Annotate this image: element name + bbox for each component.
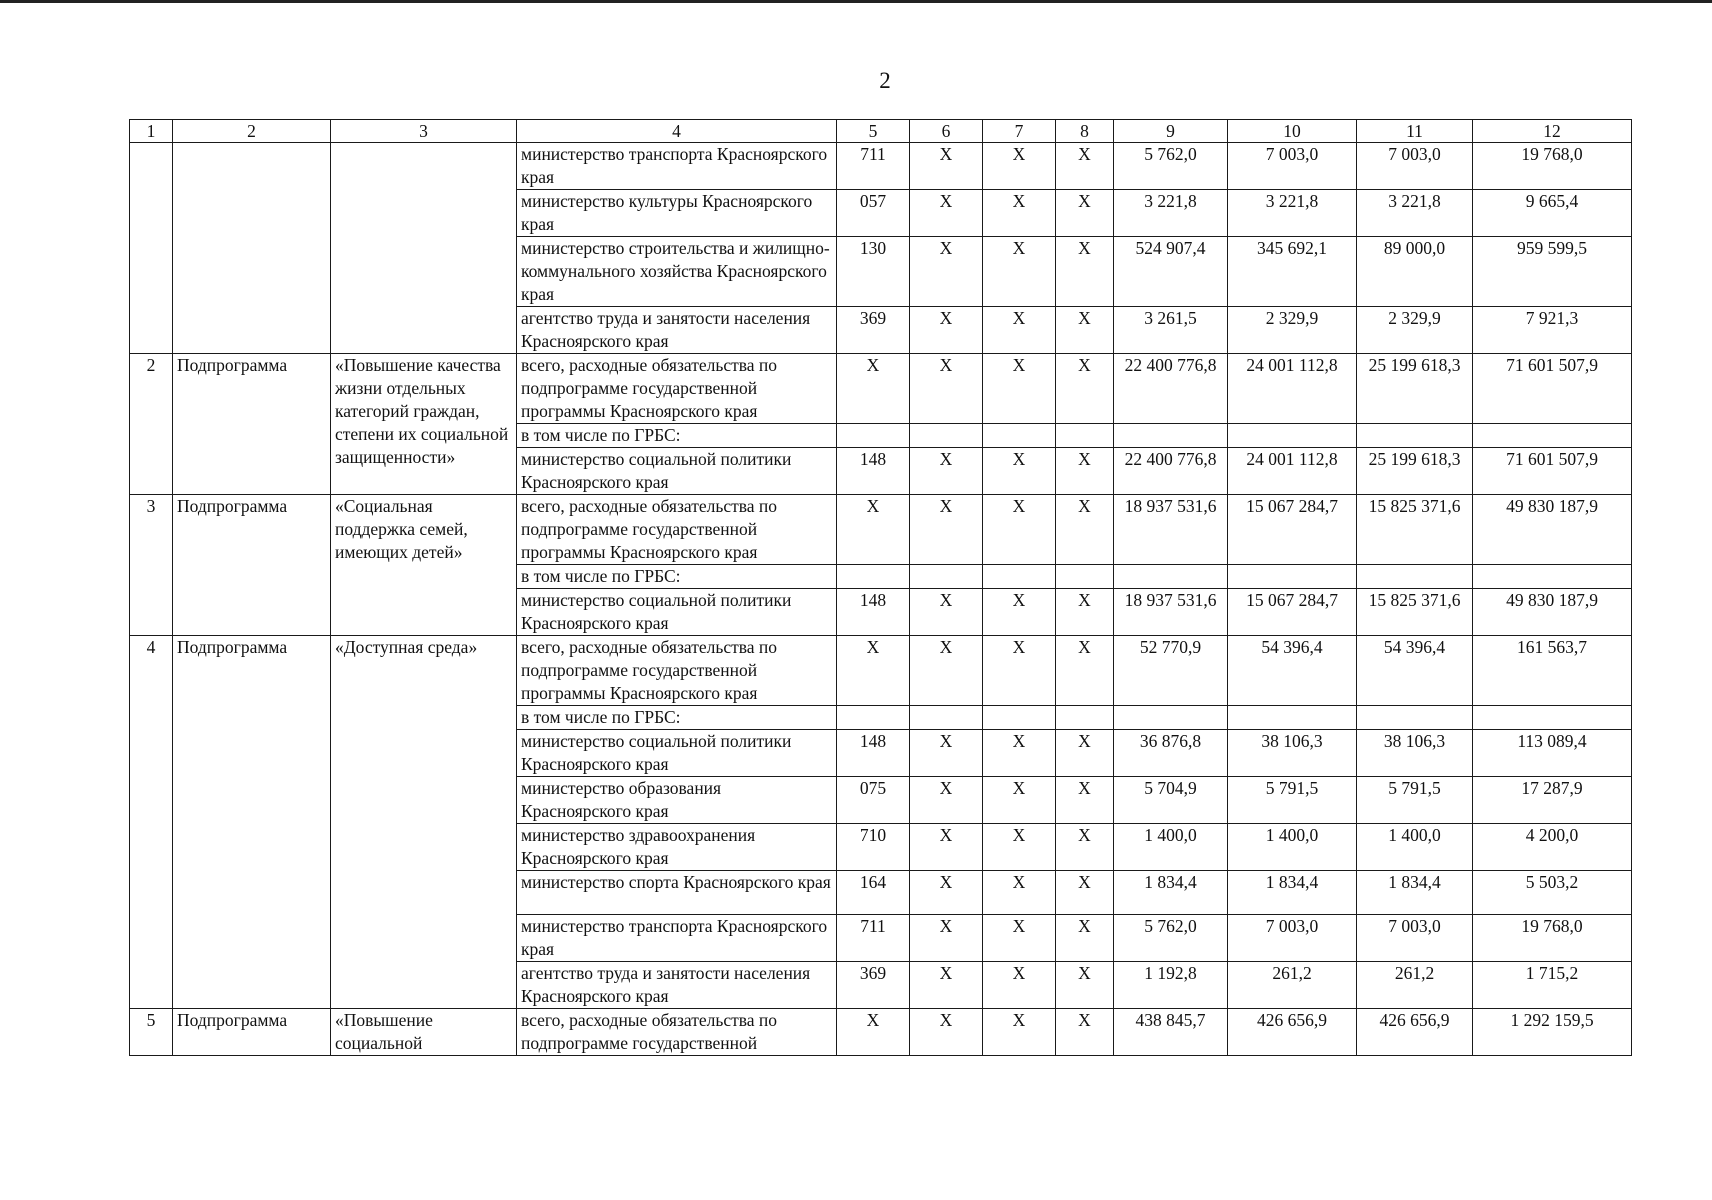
table-row	[130, 143, 1632, 190]
row-code: 148	[837, 448, 910, 495]
row-value-col9: 5 762,0	[1114, 915, 1228, 962]
row-value-col12: 9 665,4	[1473, 190, 1632, 237]
row-value-col9	[1114, 706, 1228, 730]
row-col6: X	[910, 190, 983, 237]
table-row	[130, 354, 1632, 424]
row-col8: X	[1056, 307, 1114, 354]
row-col6: X	[910, 495, 983, 565]
row-col7: X	[983, 730, 1056, 777]
table-row	[130, 1009, 1632, 1056]
column-header: 8	[1056, 120, 1114, 143]
row-value-col12	[1473, 565, 1632, 589]
row-description: министерство социальной политики Красноярского края	[517, 730, 837, 777]
row-value-col12: 19 768,0	[1473, 143, 1632, 190]
row-col7: X	[983, 190, 1056, 237]
row-code: X	[837, 1009, 910, 1056]
row-value-col9: 18 937 531,6	[1114, 589, 1228, 636]
row-value-col11: 426 656,9	[1357, 1009, 1473, 1056]
row-col7: X	[983, 589, 1056, 636]
row-value-col12: 71 601 507,9	[1473, 448, 1632, 495]
row-value-col11: 38 106,3	[1357, 730, 1473, 777]
row-description: всего, расходные обязательства по подпрограмме государственной программы Красноярского края	[517, 636, 837, 706]
row-value-col9: 36 876,8	[1114, 730, 1228, 777]
row-value-col12: 4 200,0	[1473, 824, 1632, 871]
row-value-col10: 5 791,5	[1228, 777, 1357, 824]
row-value-col11: 54 396,4	[1357, 636, 1473, 706]
row-description: министерство транспорта Красноярского края	[517, 143, 837, 190]
group-kind: Подпрограмма	[173, 354, 331, 495]
row-description: министерство социальной политики Красноярского края	[517, 589, 837, 636]
row-code: X	[837, 354, 910, 424]
row-description: агентство труда и занятости населения Красноярского края	[517, 962, 837, 1009]
row-description: министерство транспорта Красноярского края	[517, 915, 837, 962]
row-col7: X	[983, 448, 1056, 495]
group-kind	[173, 143, 331, 354]
row-code: 369	[837, 307, 910, 354]
row-code: 711	[837, 143, 910, 190]
row-col6: X	[910, 962, 983, 1009]
row-value-col12: 7 921,3	[1473, 307, 1632, 354]
group-kind: Подпрограмма	[173, 495, 331, 636]
row-value-col9: 18 937 531,6	[1114, 495, 1228, 565]
row-col6: X	[910, 777, 983, 824]
row-value-col12: 113 089,4	[1473, 730, 1632, 777]
subprogram-name: «Доступная среда»	[331, 636, 517, 1009]
row-value-col11: 7 003,0	[1357, 143, 1473, 190]
row-col6: X	[910, 824, 983, 871]
row-description: министерство спорта Красноярского края	[517, 871, 837, 915]
row-value-col10: 261,2	[1228, 962, 1357, 1009]
row-value-col11: 2 329,9	[1357, 307, 1473, 354]
row-value-col11: 7 003,0	[1357, 915, 1473, 962]
row-col6: X	[910, 589, 983, 636]
budget-table	[129, 119, 1632, 1056]
row-col8: X	[1056, 871, 1114, 915]
row-col7	[983, 706, 1056, 730]
row-code: 130	[837, 237, 910, 307]
row-col6	[910, 706, 983, 730]
row-value-col10: 7 003,0	[1228, 143, 1357, 190]
column-header: 2	[173, 120, 331, 143]
row-value-col10: 15 067 284,7	[1228, 495, 1357, 565]
row-value-col10: 1 400,0	[1228, 824, 1357, 871]
group-kind: Подпрограмма	[173, 636, 331, 1009]
table-row	[130, 495, 1632, 565]
row-col8: X	[1056, 237, 1114, 307]
column-header: 6	[910, 120, 983, 143]
row-col6: X	[910, 730, 983, 777]
row-col6	[910, 565, 983, 589]
column-header: 7	[983, 120, 1056, 143]
row-value-col10: 426 656,9	[1228, 1009, 1357, 1056]
column-header: 1	[130, 120, 173, 143]
row-col8: X	[1056, 448, 1114, 495]
row-description: в том числе по ГРБС:	[517, 706, 837, 730]
row-code: 710	[837, 824, 910, 871]
row-description: всего, расходные обязательства по подпрограмме государственной программы Красноярского края	[517, 495, 837, 565]
row-col7: X	[983, 143, 1056, 190]
row-value-col11	[1357, 706, 1473, 730]
row-code: 075	[837, 777, 910, 824]
row-col8	[1056, 424, 1114, 448]
row-value-col9: 3 221,8	[1114, 190, 1228, 237]
row-value-col11: 3 221,8	[1357, 190, 1473, 237]
row-value-col11: 1 834,4	[1357, 871, 1473, 915]
subprogram-name: «Повышение социальной	[331, 1009, 517, 1056]
row-value-col10: 3 221,8	[1228, 190, 1357, 237]
row-value-col9: 5 762,0	[1114, 143, 1228, 190]
row-value-col11: 25 199 618,3	[1357, 354, 1473, 424]
row-col8: X	[1056, 190, 1114, 237]
row-value-col10: 38 106,3	[1228, 730, 1357, 777]
row-col8: X	[1056, 824, 1114, 871]
row-description: министерство образования Красноярского края	[517, 777, 837, 824]
row-col7: X	[983, 495, 1056, 565]
row-value-col12	[1473, 424, 1632, 448]
row-value-col10: 345 692,1	[1228, 237, 1357, 307]
row-value-col10	[1228, 565, 1357, 589]
row-code: 164	[837, 871, 910, 915]
row-col7: X	[983, 237, 1056, 307]
row-description: министерство культуры Красноярского края	[517, 190, 837, 237]
row-col6: X	[910, 915, 983, 962]
subprogram-name: «Социальная поддержка семей, имеющих детей»	[331, 495, 517, 636]
group-number	[130, 143, 173, 354]
row-value-col9	[1114, 565, 1228, 589]
row-col6: X	[910, 871, 983, 915]
row-col8	[1056, 706, 1114, 730]
top-border-line	[0, 0, 1712, 3]
row-col6: X	[910, 1009, 983, 1056]
row-value-col12: 5 503,2	[1473, 871, 1632, 915]
column-header: 5	[837, 120, 910, 143]
row-value-col9: 5 704,9	[1114, 777, 1228, 824]
row-description: в том числе по ГРБС:	[517, 424, 837, 448]
row-description: министерство социальной политики Красноярского края	[517, 448, 837, 495]
row-col7: X	[983, 1009, 1056, 1056]
row-value-col10: 2 329,9	[1228, 307, 1357, 354]
row-col8	[1056, 565, 1114, 589]
row-code	[837, 706, 910, 730]
group-number: 4	[130, 636, 173, 1009]
row-value-col11	[1357, 565, 1473, 589]
row-col8: X	[1056, 962, 1114, 1009]
row-code	[837, 565, 910, 589]
row-col7: X	[983, 636, 1056, 706]
row-code: 369	[837, 962, 910, 1009]
row-col6: X	[910, 448, 983, 495]
row-code: 057	[837, 190, 910, 237]
row-value-col12: 161 563,7	[1473, 636, 1632, 706]
row-col8: X	[1056, 915, 1114, 962]
row-value-col11: 261,2	[1357, 962, 1473, 1009]
row-description: агентство труда и занятости населения Красноярского края	[517, 307, 837, 354]
subprogram-name: «Повышение качества жизни отдельных категорий граждан, степени их социальной защищенности»	[331, 354, 517, 495]
row-value-col10	[1228, 706, 1357, 730]
row-col7	[983, 424, 1056, 448]
row-value-col11	[1357, 424, 1473, 448]
row-value-col9: 438 845,7	[1114, 1009, 1228, 1056]
row-value-col10: 54 396,4	[1228, 636, 1357, 706]
row-col8: X	[1056, 143, 1114, 190]
row-value-col10: 15 067 284,7	[1228, 589, 1357, 636]
row-value-col9: 3 261,5	[1114, 307, 1228, 354]
group-number: 3	[130, 495, 173, 636]
row-col7: X	[983, 824, 1056, 871]
row-col7: X	[983, 307, 1056, 354]
row-code: X	[837, 495, 910, 565]
row-value-col12: 19 768,0	[1473, 915, 1632, 962]
row-col7: X	[983, 871, 1056, 915]
row-value-col11: 25 199 618,3	[1357, 448, 1473, 495]
row-value-col9: 22 400 776,8	[1114, 448, 1228, 495]
row-value-col10: 7 003,0	[1228, 915, 1357, 962]
table-row	[130, 636, 1632, 706]
row-value-col10: 1 834,4	[1228, 871, 1357, 915]
row-col6: X	[910, 636, 983, 706]
page-number: 2	[879, 68, 891, 93]
row-description: в том числе по ГРБС:	[517, 565, 837, 589]
row-value-col12: 959 599,5	[1473, 237, 1632, 307]
row-col6: X	[910, 143, 983, 190]
row-value-col10	[1228, 424, 1357, 448]
column-header: 12	[1473, 120, 1632, 143]
row-value-col11: 89 000,0	[1357, 237, 1473, 307]
row-code: 148	[837, 730, 910, 777]
row-col6	[910, 424, 983, 448]
row-value-col9: 1 192,8	[1114, 962, 1228, 1009]
row-code: 148	[837, 589, 910, 636]
row-value-col12	[1473, 706, 1632, 730]
column-header: 3	[331, 120, 517, 143]
row-col8: X	[1056, 636, 1114, 706]
row-value-col12: 17 287,9	[1473, 777, 1632, 824]
row-col8: X	[1056, 1009, 1114, 1056]
row-code: 711	[837, 915, 910, 962]
row-col7: X	[983, 915, 1056, 962]
row-description: всего, расходные обязательства по подпрограмме государственной	[517, 1009, 837, 1056]
row-col7	[983, 565, 1056, 589]
row-value-col9: 1 400,0	[1114, 824, 1228, 871]
row-col8: X	[1056, 777, 1114, 824]
row-col7: X	[983, 777, 1056, 824]
row-col7: X	[983, 962, 1056, 1009]
column-header: 10	[1228, 120, 1357, 143]
column-header: 11	[1357, 120, 1473, 143]
row-description: министерство здравоохранения Красноярского края	[517, 824, 837, 871]
row-value-col10: 24 001 112,8	[1228, 448, 1357, 495]
row-value-col12: 49 830 187,9	[1473, 589, 1632, 636]
row-value-col11: 1 400,0	[1357, 824, 1473, 871]
row-value-col12: 1 715,2	[1473, 962, 1632, 1009]
row-col8: X	[1056, 495, 1114, 565]
row-description: всего, расходные обязательства по подпрограмме государственной программы Красноярского края	[517, 354, 837, 424]
row-value-col11: 5 791,5	[1357, 777, 1473, 824]
row-col8: X	[1056, 589, 1114, 636]
subprogram-name	[331, 143, 517, 354]
row-value-col10: 24 001 112,8	[1228, 354, 1357, 424]
row-col6: X	[910, 354, 983, 424]
row-value-col9	[1114, 424, 1228, 448]
column-header: 9	[1114, 120, 1228, 143]
row-col6: X	[910, 307, 983, 354]
row-value-col11: 15 825 371,6	[1357, 589, 1473, 636]
row-col8: X	[1056, 354, 1114, 424]
row-value-col9: 1 834,4	[1114, 871, 1228, 915]
row-code	[837, 424, 910, 448]
row-value-col9: 524 907,4	[1114, 237, 1228, 307]
row-col7: X	[983, 354, 1056, 424]
row-value-col9: 52 770,9	[1114, 636, 1228, 706]
group-number: 2	[130, 354, 173, 495]
row-col8: X	[1056, 730, 1114, 777]
row-col6: X	[910, 237, 983, 307]
group-kind: Подпрограмма	[173, 1009, 331, 1056]
row-value-col12: 49 830 187,9	[1473, 495, 1632, 565]
row-description: министерство строительства и жилищно-коммунального хозяйства Красноярского края	[517, 237, 837, 307]
group-number: 5	[130, 1009, 173, 1056]
column-header: 4	[517, 120, 837, 143]
row-value-col11: 15 825 371,6	[1357, 495, 1473, 565]
column-number-header	[130, 120, 1632, 143]
row-value-col12: 1 292 159,5	[1473, 1009, 1632, 1056]
row-value-col12: 71 601 507,9	[1473, 354, 1632, 424]
row-code: X	[837, 636, 910, 706]
row-value-col9: 22 400 776,8	[1114, 354, 1228, 424]
